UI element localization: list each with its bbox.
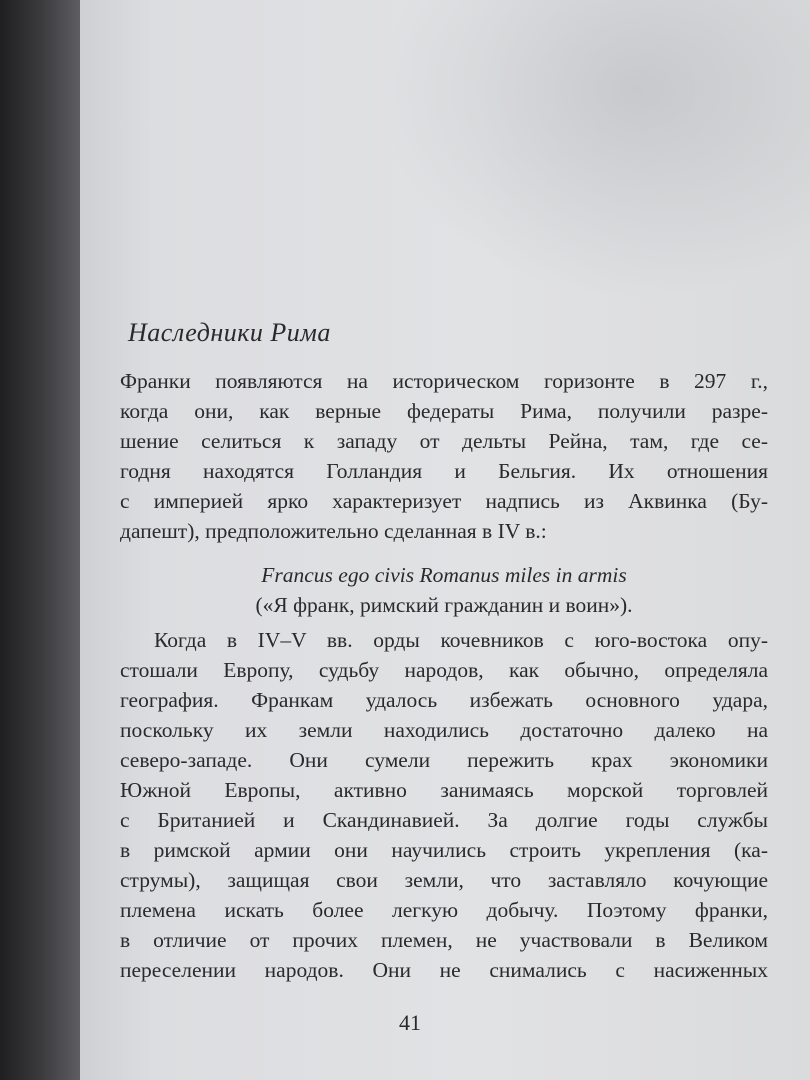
book-gutter-shadow — [0, 0, 80, 1080]
text-line: поскольку их земли находились достаточно далеко на — [120, 718, 768, 742]
text-line: северо-западе. Они сумели пережить крах экономики — [120, 748, 768, 772]
text-line: переселении народов. Они не снимались с насиженных — [120, 958, 768, 982]
text-line: племена искать более легкую добычу. Поэтому франки, — [120, 898, 768, 922]
text-line: дапешт), предположительно сделанная в IV в.: — [120, 519, 547, 543]
inscription-quote — [120, 560, 768, 620]
text-line: Южной Европы, активно занимаясь морской торговлей — [120, 778, 768, 802]
text-line: годня находятся Голландия и Бельгия. Их отношения — [120, 459, 768, 483]
text-line: Франки появляются на историческом горизонте в 297 г., — [120, 369, 768, 393]
text-line: стошали Европу, судьбу народов, как обычно, определяла — [120, 658, 768, 682]
text-line: в римской армии они научились строить укрепления (ка- — [120, 838, 768, 862]
text-line: когда они, как верные федераты Рима, получили разре- — [120, 399, 768, 423]
text-line: в отличие от прочих племен, не участвовали в Великом — [120, 928, 768, 952]
text-line: струмы), защищая свои земли, что заставляло кочующие — [120, 868, 768, 892]
paragraph-1 — [120, 366, 768, 546]
paragraph-2 — [120, 625, 768, 985]
text-line: с империей ярко характеризует надпись из Аквинка (Бу- — [120, 489, 768, 513]
text-line: Когда в IV–V вв. орды кочевников с юго-востока опу- — [154, 628, 768, 652]
show-through-bleed — [380, 0, 810, 300]
quote-latin: Francus ego civis Romanus miles in armis — [261, 563, 627, 587]
page-number: 41 — [399, 1010, 421, 1035]
book-page — [80, 0, 810, 1080]
section-heading: Наследники Рима — [128, 318, 331, 347]
text-line: шение селиться к западу от дельты Рейна, там, где се- — [120, 429, 768, 453]
text-line: с Британией и Скандинавией. За долгие годы службы — [120, 808, 768, 832]
quote-translation: («Я франк, римский гражданин и воин»). — [255, 593, 633, 617]
text-line: география. Франкам удалось избежать основного удара, — [120, 688, 768, 712]
